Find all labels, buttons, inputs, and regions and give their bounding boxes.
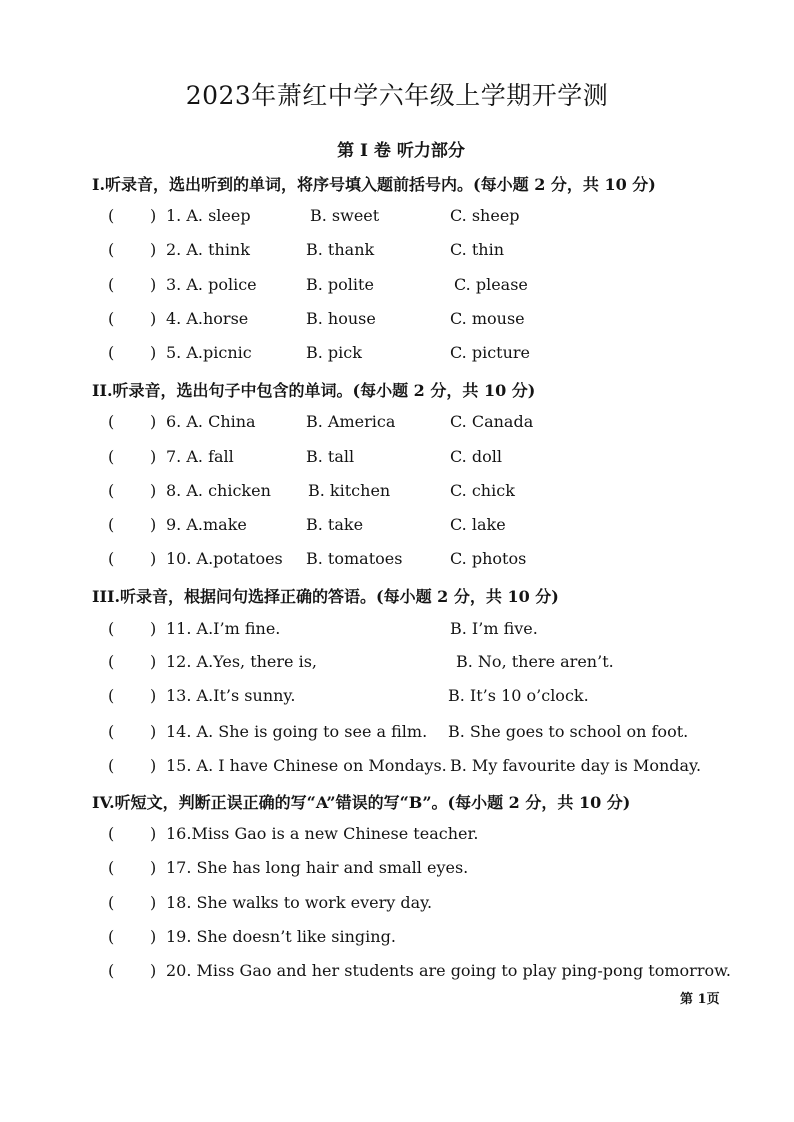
option-b: B. tomatoes [306,549,403,568]
option-b: B. pick [306,343,362,362]
question-row [106,858,706,884]
question-row [106,447,706,473]
section-heading: IV.听短文，判断正误正确的写“A”错误的写“B”。(每小题 2 分，共 10 分) [92,793,631,812]
question-row [106,275,706,301]
answer-blank[interactable]: ( [108,515,115,534]
answer-blank[interactable]: ( [108,240,115,259]
option-b: B. America [306,412,396,431]
question-row [106,722,706,748]
answer-blank-close: ) [150,824,157,843]
option-c: C. lake [450,515,506,534]
answer-blank[interactable]: ( [108,275,115,294]
question-row [106,515,706,541]
question-stem: 9. A.make [166,515,247,534]
option-b: B. My favourite day is Monday. [450,756,702,775]
answer-blank-close: ) [150,447,157,466]
answer-blank[interactable]: ( [108,686,115,705]
answer-blank-close: ) [150,858,157,877]
section-heading: III.听录音，根据问句选择正确的答语。(每小题 2 分，共 10 分) [92,587,559,606]
answer-blank[interactable]: ( [108,309,115,328]
option-c: C. picture [450,343,531,362]
option-b: B. tall [306,447,355,466]
option-b: B. No, there aren’t. [456,652,614,671]
option-c: C. sheep [450,206,520,225]
question-row [106,549,706,575]
answer-blank-close: ) [150,481,157,500]
answer-blank[interactable]: ( [108,722,115,741]
option-c: C. photos [450,549,527,568]
question-row [106,619,706,645]
answer-blank-close: ) [150,206,157,225]
answer-blank[interactable]: ( [108,652,115,671]
answer-blank[interactable]: ( [108,824,115,843]
answer-blank-close: ) [150,722,157,741]
question-row [106,927,706,953]
question-stem: 7. A. fall [166,447,234,466]
question-row [106,240,706,266]
option-b: B. I’m five. [450,619,538,638]
question-stem: 5. A.picnic [166,343,252,362]
answer-blank-close: ) [150,343,157,362]
answer-blank[interactable]: ( [108,481,115,500]
question-row [106,652,706,678]
option-b: B. It’s 10 o’clock. [448,686,589,705]
option-b: B. thank [306,240,375,259]
question-row [106,961,731,987]
question-stem: 20. Miss Gao and her students are going to play ping-pong tomorrow. [166,961,731,980]
answer-blank-close: ) [150,412,157,431]
answer-blank-close: ) [150,309,157,328]
option-b: B. sweet [310,206,380,225]
answer-blank-close: ) [150,927,157,946]
option-c: C. please [454,275,528,294]
option-b: B. take [306,515,364,534]
question-row [106,686,706,712]
answer-blank-close: ) [150,652,157,671]
answer-blank[interactable]: ( [108,961,115,980]
question-stem: 13. A.It’s sunny. [166,686,296,705]
question-stem: 15. A. I have Chinese on Mondays. [166,756,447,775]
page-number: 第 1页 [680,992,720,1007]
exam-title: 2023年萧红中学六年级上学期开学测 [185,81,609,110]
question-stem: 11. A.I’m fine. [166,619,281,638]
answer-blank-close: ) [150,549,157,568]
answer-blank-close: ) [150,240,157,259]
option-c: C. doll [450,447,502,466]
answer-blank[interactable]: ( [108,206,115,225]
question-stem: 12. A.Yes, there is, [166,652,318,671]
question-row [106,206,706,232]
answer-blank-close: ) [150,686,157,705]
question-stem: 4. A.horse [166,309,249,328]
question-stem: 3. A. police [166,275,257,294]
answer-blank[interactable]: ( [108,858,115,877]
question-row [106,309,706,335]
question-stem: 10. A.potatoes [166,549,283,568]
question-stem: 16.Miss Gao is a new Chinese teacher. [166,824,479,843]
question-stem: 18. She walks to work every day. [166,893,433,912]
question-stem: 19. She doesn’t like singing. [166,927,396,946]
answer-blank[interactable]: ( [108,893,115,912]
answer-blank-close: ) [150,275,157,294]
section-heading: I.听录音，选出听到的单词，将序号填入题前括号内。(每小题 2 分，共 10 分) [92,175,656,194]
section-heading: II.听录音，选出句子中包含的单词。(每小题 2 分，共 10 分) [92,381,536,400]
option-b: B. kitchen [308,481,391,500]
question-stem: 8. A. chicken [166,481,271,500]
question-stem: 1. A. sleep [166,206,251,225]
answer-blank-close: ) [150,515,157,534]
option-b: B. house [306,309,376,328]
answer-blank[interactable]: ( [108,927,115,946]
option-c: C. Canada [450,412,534,431]
option-b: B. She goes to school on foot. [448,722,689,741]
answer-blank[interactable]: ( [108,447,115,466]
answer-blank-close: ) [150,619,157,638]
answer-blank-close: ) [150,756,157,775]
answer-blank-close: ) [150,893,157,912]
question-row [106,893,706,919]
answer-blank-close: ) [150,961,157,980]
answer-blank[interactable]: ( [108,343,115,362]
question-row [106,824,706,850]
question-stem: 17. She has long hair and small eyes. [166,858,469,877]
option-b: B. polite [306,275,374,294]
question-row [106,481,706,507]
answer-blank[interactable]: ( [108,756,115,775]
answer-blank[interactable]: ( [108,549,115,568]
question-stem: 2. A. think [166,240,250,259]
option-c: C. chick [450,481,515,500]
question-row [106,343,706,369]
question-stem: 14. A. She is going to see a film. [166,722,428,741]
option-c: C. thin [450,240,504,259]
question-stem: 6. A. China [166,412,256,431]
option-c: C. mouse [450,309,525,328]
answer-blank[interactable]: ( [108,412,115,431]
part-title: 第 I 卷 听力部分 [337,141,465,161]
question-row [106,412,706,438]
answer-blank[interactable]: ( [108,619,115,638]
question-row [106,756,706,782]
